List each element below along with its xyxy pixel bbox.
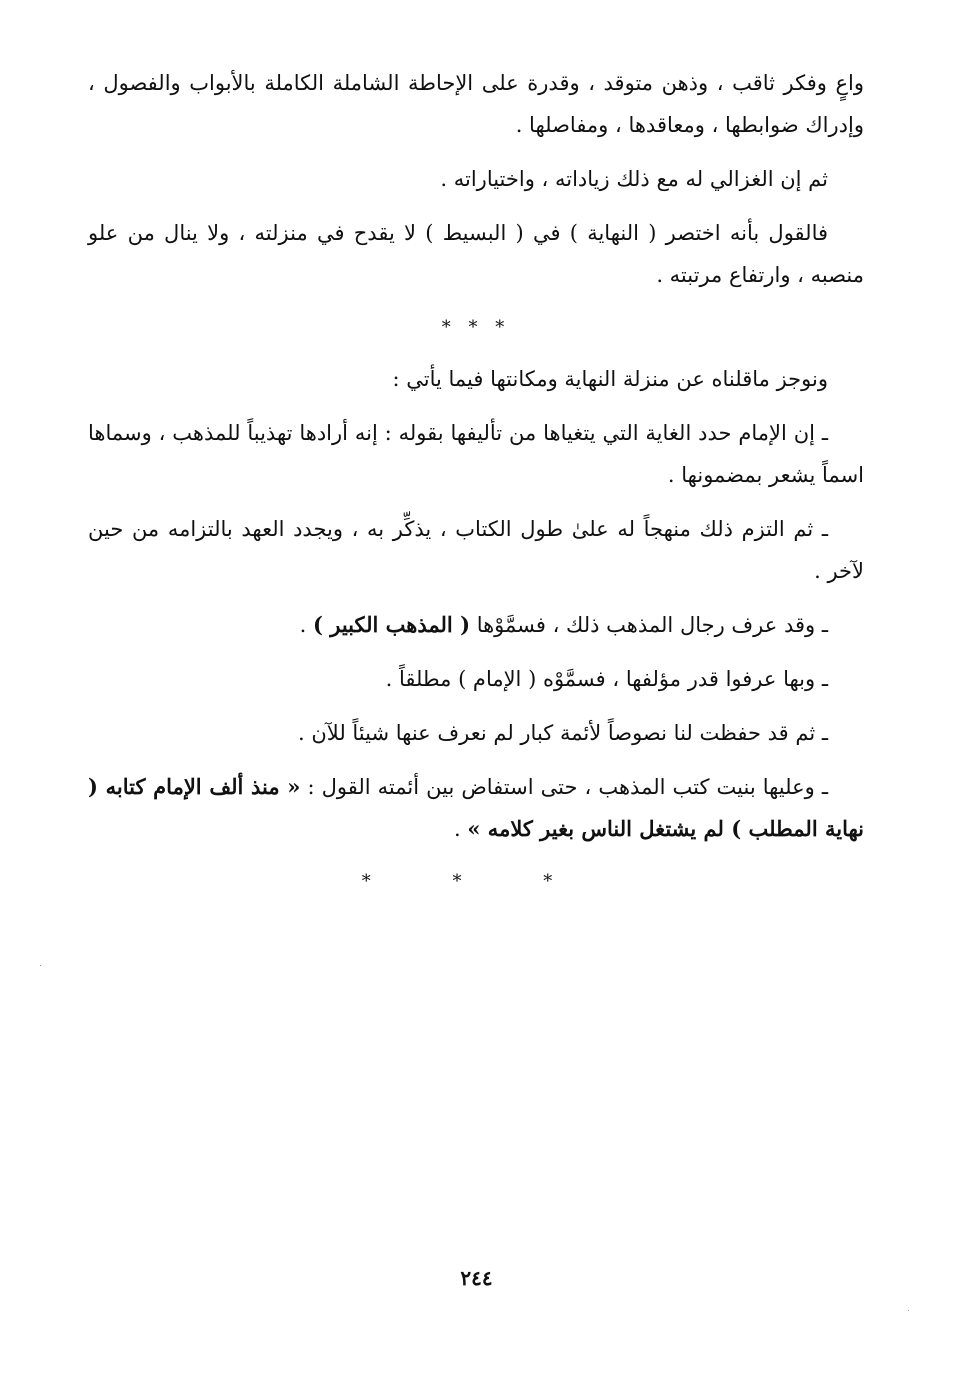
list-item-5: ـ ثم قد حفظت لنا نصوصاً لأئمة كبار لم نعرف عنها شيئاً للآن . (298, 721, 828, 745)
list-item-1: ـ إن الإمام حدد الغاية التي يتغياها من تأليفها بقوله : إنه أرادها تهذيباً للمذهب ، وسماها اسماً يشعر بمضمونها . (88, 421, 864, 487)
paragraph-1: واعٍ وفكر ثاقب ، وذهن متوقد ، وقدرة على الإحاطة الشاملة الكاملة بالأبواب والفصول ، وإدراك ضوابطها ، ومعاقدها ، ومفاصلها . (88, 71, 864, 137)
list-item-6 (88, 766, 864, 850)
list-item-2: ـ ثم التزم ذلك منهجاً له علىٰ طول الكتاب ، يذكِّر به ، ويجدد العهد بالتزامه من حين لآخر . (88, 517, 864, 583)
list-item-3-emphasis: ( المذهب الكبير ) (313, 612, 471, 637)
paragraph-2: ثم إن الغزالي له مع ذلك زياداته ، واختياراته . (440, 167, 828, 191)
list-item-3-text: ـ وقد عرف رجال المذهب ذلك ، فسمَّوْها (470, 613, 828, 637)
section-separator-1: * * * (441, 317, 511, 338)
paragraph-3: فالقول بأنه اختصر ( النهاية ) في ( البسيط ) لا يقدح في منزلته ، ولا ينال من علو منصبه ، وارتفاع مرتبته . (88, 221, 864, 287)
list-item-3 (88, 604, 828, 646)
list-item-6-end: . (454, 817, 468, 841)
scan-speck (908, 1310, 909, 1311)
paragraph-4: ونوجز ماقلناه عن منزلة النهاية ومكانتها فيما يأتي : (392, 367, 828, 391)
section-separator-2: * * * (361, 871, 591, 892)
page-number: ٢٤٤ (460, 1266, 493, 1290)
list-item-3-end: . (299, 613, 314, 637)
list-item-6-quote: « منذ ألف الإمام كتابه ( نهاية المطلب ) لم يشتغل الناس بغير كلامه » (88, 774, 864, 841)
list-item-4: ـ وبها عرفوا قدر مؤلفها ، فسمَّوْه ( الإمام ) مطلقاً . (385, 667, 828, 691)
list-item-6-text: ـ وعليها بنيت كتب المذهب ، حتى استفاض بين أئمته القول : (300, 775, 828, 799)
page-body (88, 62, 864, 912)
scan-speck (40, 965, 41, 966)
